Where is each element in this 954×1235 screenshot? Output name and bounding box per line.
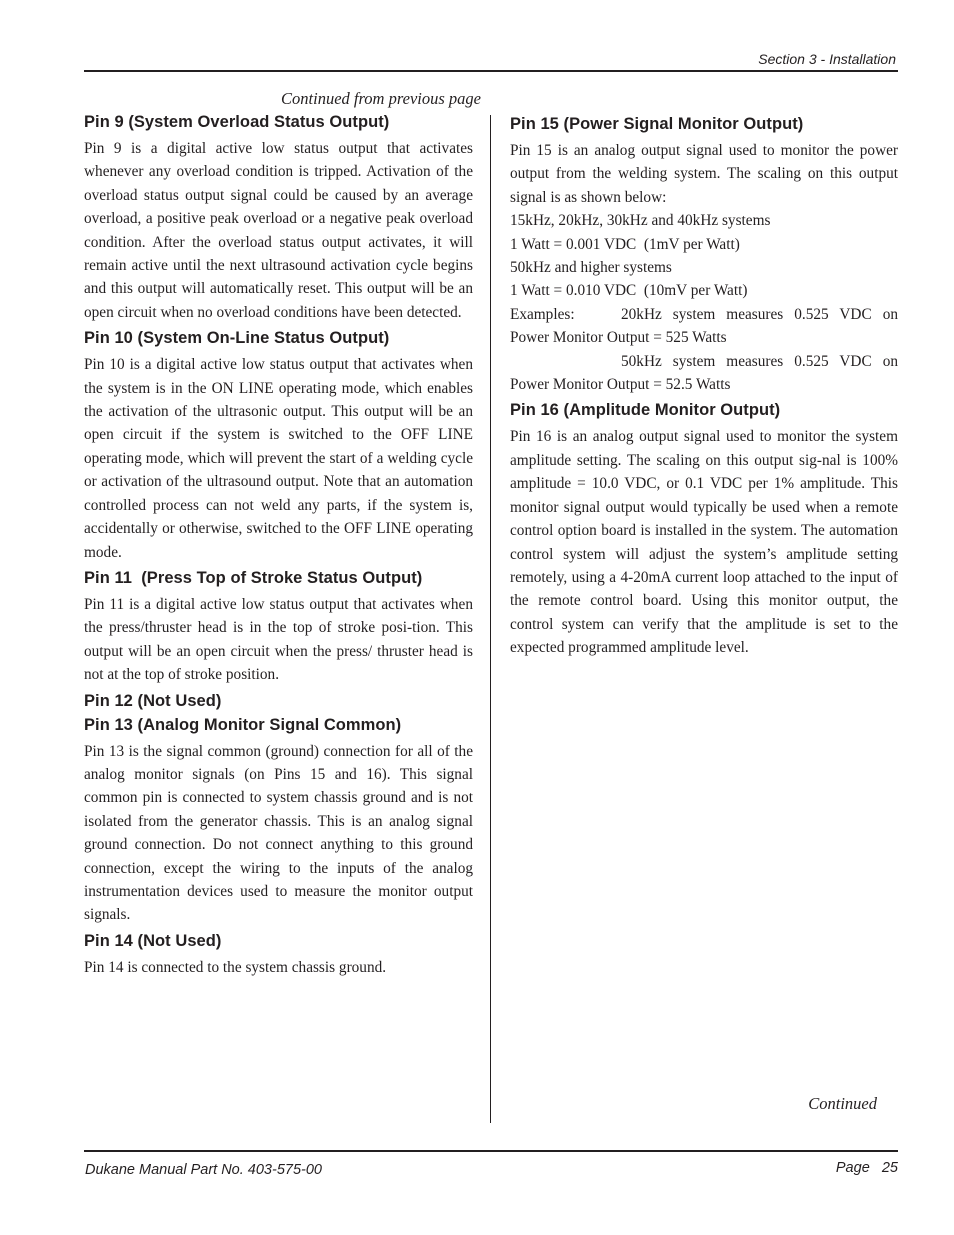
- pin12-heading: Pin 12 (Not Used): [84, 691, 222, 710]
- right-column: [510, 112, 898, 660]
- page-number-block: [836, 1160, 898, 1176]
- pin11-section: [84, 566, 473, 687]
- pin14-heading: Pin 14 (Not Used): [84, 931, 222, 950]
- scale-line: 15kHz, 20kHz, 30kHz and 40kHz systems: [510, 212, 771, 230]
- pin15-body: Pin 15 is an analog output signal used to monitor the power output from the welding system. The scaling on this output signal is as shown below:: [510, 142, 898, 206]
- examples-label: Examples:: [510, 305, 575, 323]
- footer-part-number: Dukane Manual Part No. 403-575-00: [85, 1162, 322, 1178]
- page-label: Page: [835, 1160, 870, 1176]
- scale-line: 50kHz and higher systems: [510, 259, 672, 277]
- left-column: [84, 88, 481, 979]
- pin10-section: [84, 326, 473, 564]
- example-1-line-b: Power Monitor Output = 525 Watts: [510, 329, 727, 347]
- pin15-heading: Pin 15 (Power Signal Monitor Output): [510, 115, 804, 133]
- scale-line: 1 Watt = 0.010 VDC (10mV per Watt): [510, 282, 748, 300]
- example-2-line-a: 50kHz system measures 0.525 VDC on: [621, 352, 898, 370]
- column-divider: [490, 115, 491, 1123]
- footer-rule: [84, 1150, 898, 1152]
- page-number: 25: [881, 1160, 898, 1176]
- pin12-section: [84, 689, 473, 713]
- example-1: [510, 303, 898, 326]
- pin10-body: Pin 10 is a digital active low status output that activates when the system is in the ON LINE operating mode, which enables the activation of the ultrasonic output. This output will be an open circuit if the system is switched to the OFF LINE operating mode, which will prevent the start of a welding cycle or activation of the ultrasound output. Note that an automation controlled process can not weld any parts, if the system is, accidentally or otherwise, switched to the OFF LINE operating mode.: [84, 356, 473, 561]
- pin13-heading: Pin 13 (Analog Monitor Signal Common): [84, 715, 402, 734]
- continued-note: Continued: [808, 1094, 877, 1113]
- example-1-line-a: 20kHz system measures 0.525 VDC on: [621, 305, 898, 323]
- scale-line: 1 Watt = 0.001 VDC (1mV per Watt): [510, 235, 740, 253]
- example-2-line-b: Power Monitor Output = 52.5 Watts: [510, 376, 731, 394]
- header-rule: [84, 70, 898, 72]
- pin9-heading: Pin 9 (System Overload Status Output): [84, 113, 390, 131]
- pin15-section: [510, 112, 898, 396]
- continued-from-note: Continued from previous page: [281, 89, 481, 108]
- pin16-heading: Pin 16 (Amplitude Monitor Output): [510, 401, 781, 420]
- pin16-body: Pin 16 is an analog output signal used to monitor the system amplitude setting. The scaling on this output sig-nal is 100% amplitude = 10.0 VDC, or 0.1 VDC per 1% amplitude. This monitor signal output would typically be used when a remote control option board is installed in the system. The automation control system will adjust the system’s amplitude setting remotely, using a 4-20mA current loop attached to the input of the remote control board. Using this monitor output, the control system can verify that the amplitude is set to the expected programmed amplitude level.: [510, 428, 898, 657]
- section-header: Section 3 - Installation: [758, 51, 896, 67]
- pin14-section: [84, 929, 473, 979]
- pin16-section: [510, 398, 898, 659]
- pin9-body: Pin 9 is a digital active low status output that activates whenever any overload condition is tripped. Activation of the overload status output signal could be caused by an average overload, a positive peak overload or a negative peak overload condition. After the overload status output activates, it will remain active until the next ultrasound activation cycle begins and this output will automatically reset. This output will be an open circuit when no overload conditions have been detected.: [84, 140, 473, 321]
- pin11-heading: Pin 11 (Press Top of Stroke Status Output): [84, 568, 423, 587]
- pin11-body: Pin 11 is a digital active low status output that activates when the press/thruster head is in the top of stroke posi-tion. This output will be an open circuit when the press/ thruster head is not at the top of stroke position.: [84, 595, 473, 684]
- pin13-body: Pin 13 is the signal common (ground) connection for all of the analog monitor signals (on Pins 15 and 16). This signal common pin is connected to system chassis ground and is not isolated from the generator chassis. This is an analog signal ground connection. Do not connect anything to this ground connection, except the wiring to the inputs of the analog instrumentation devices used to measure the monitor output signals.: [84, 742, 473, 924]
- pin14-body: Pin 14 is connected to the system chassis ground.: [84, 958, 387, 976]
- pin10-heading: Pin 10 (System On-Line Status Output): [84, 329, 390, 348]
- pin9-section: [84, 110, 473, 324]
- pin13-section: [84, 713, 473, 927]
